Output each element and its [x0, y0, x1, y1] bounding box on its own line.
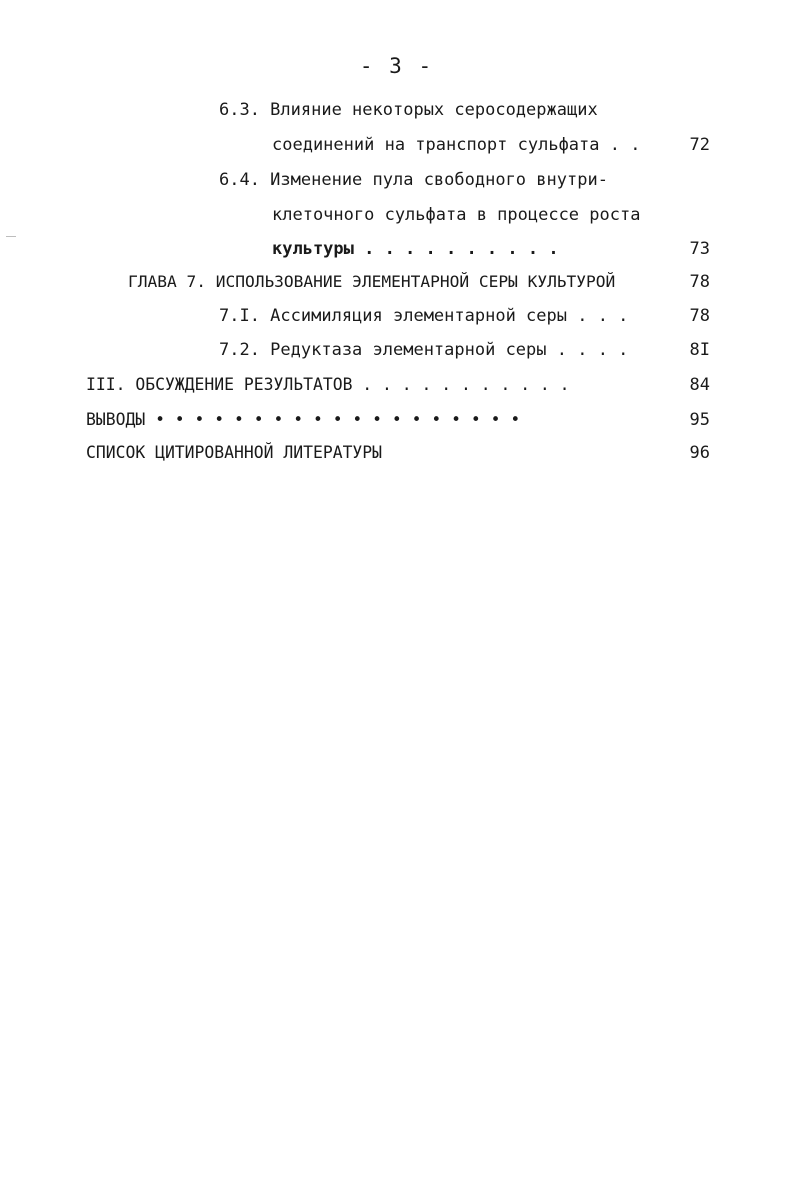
toc-entry-7-2-page: 8I: [689, 340, 710, 360]
toc-section-3-page: 84: [689, 375, 710, 395]
toc-section-3: III. ОБСУЖДЕНИЕ РЕЗУЛЬТАТОВ . . . . . . . . . . .: [86, 375, 570, 394]
toc-entry-6-4-line1: 6.4. Изменение пула свободного внутри-: [219, 170, 608, 190]
toc-references-page: 96: [689, 443, 710, 463]
toc-entry-7-1: 7.I. Ассимиляция элементарной серы . . .: [219, 306, 629, 326]
page-number: - 3 -: [359, 54, 434, 78]
toc-chapter-7-page: 78: [689, 272, 710, 292]
toc-entry-6-4-line2: клеточного сульфата в процессе роста: [272, 205, 641, 225]
margin-mark: [6, 236, 16, 237]
toc-entry-6-4-page: 73: [689, 239, 710, 259]
toc-entry-6-4-line3: культуры . . . . . . . . . .: [272, 239, 559, 259]
toc-references: СПИСОК ЦИТИРОВАННОЙ ЛИТЕРАТУРЫ: [86, 443, 383, 462]
toc-entry-6-3-page: 72: [689, 135, 710, 155]
toc-conclusions: ВЫВОДЫ • • • • • • • • • • • • • • • • • • •: [86, 410, 521, 429]
toc-conclusions-page: 95: [689, 410, 710, 430]
toc-entry-7-2: 7.2. Редуктаза элементарной серы . . . .: [219, 340, 629, 360]
toc-entry-6-3-line2: соединений на транспорт сульфата . .: [272, 135, 641, 155]
toc-entry-7-1-page: 78: [689, 306, 710, 326]
toc-entry-6-3-line1: 6.3. Влияние некоторых серосодержащих: [219, 100, 598, 120]
toc-chapter-7-title: ГЛАВА 7. ИСПОЛЬЗОВАНИЕ ЭЛЕМЕНТАРНОЙ СЕРЫ КУЛЬТУРОЙ: [128, 272, 616, 291]
